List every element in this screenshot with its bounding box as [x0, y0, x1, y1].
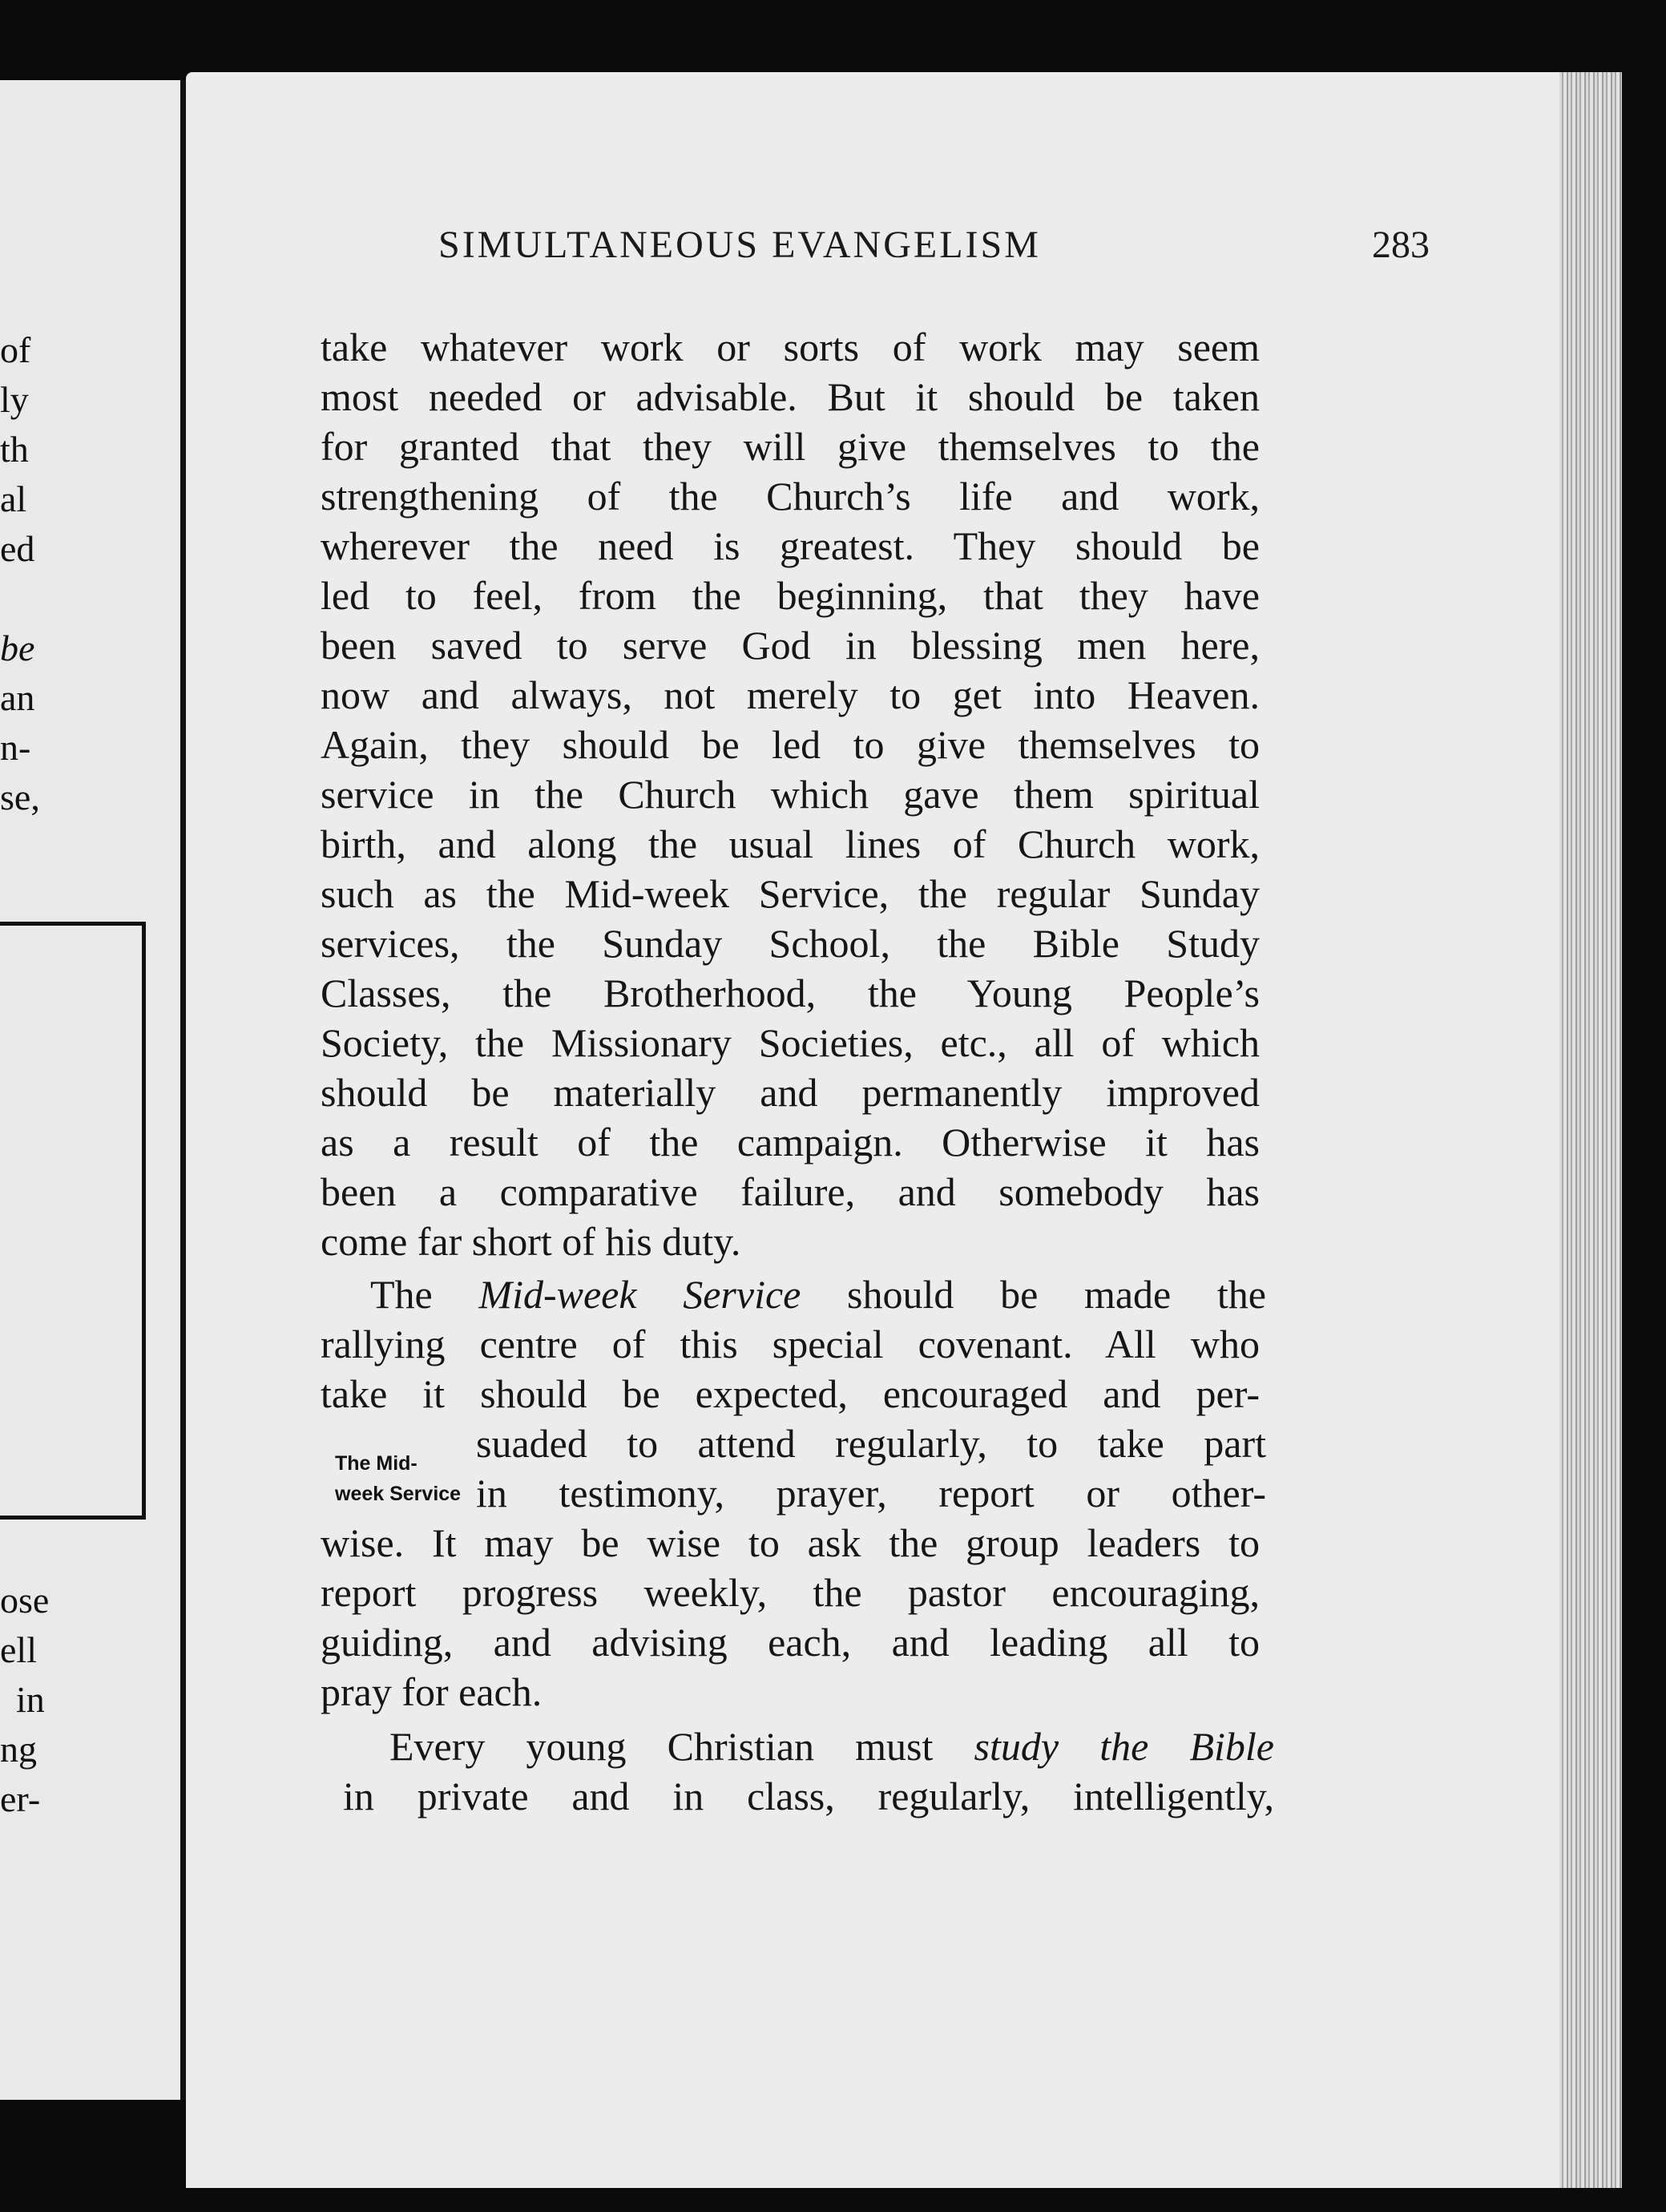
text-run: should be made the: [801, 1272, 1267, 1317]
text-line: Classes, the Brotherhood, the Young People’s: [321, 971, 1260, 1015]
margin-note: The Mid-: [335, 1452, 418, 1475]
left-page-text: an: [0, 677, 35, 718]
page-number: 283: [1372, 224, 1430, 266]
left-page-text: ed: [0, 528, 35, 569]
text-line: Society, the Missionary Societies, etc., all of which: [321, 1020, 1260, 1065]
text-line: in private and in class, regularly, intelligently,: [343, 1774, 1274, 1818]
text-line: been saved to serve God in blessing men here,: [321, 623, 1260, 668]
left-page-text: in: [16, 1679, 45, 1720]
italic-text: Mid-week Service: [478, 1272, 801, 1317]
text-line: services, the Sunday School, the Bible Study: [321, 921, 1260, 966]
page-edge: [1559, 72, 1622, 2188]
text-run: Every young Christian must: [389, 1724, 974, 1769]
text-line: most needed or advisable. But it should be taken: [321, 374, 1260, 419]
left-page-text: se,: [0, 777, 40, 817]
text-line: for granted that they will give themselves to the: [321, 424, 1260, 469]
left-page-text: ng: [0, 1729, 37, 1770]
left-page-text: be: [0, 628, 35, 668]
left-page-text: er-: [0, 1778, 41, 1819]
left-page-text: al: [0, 478, 27, 519]
text-line: suaded to attend regularly, to take part: [476, 1421, 1266, 1466]
left-page-text: ly: [0, 379, 29, 420]
italic-text: study the Bible: [974, 1724, 1274, 1769]
left-page: [0, 80, 192, 2100]
running-head: SIMULTANEOUS EVANGELISM: [438, 224, 1041, 266]
text-line: [389, 1722, 1274, 1771]
text-line: such as the Mid-week Service, the regular Sunday: [321, 871, 1260, 916]
text-line: as a result of the campaign. Otherwise it has: [321, 1120, 1260, 1165]
text-line: wise. It may be wise to ask the group leaders to: [321, 1520, 1260, 1565]
text-line: come far short of his duty.: [321, 1219, 741, 1264]
text-line: now and always, not merely to get into Heaven.: [321, 672, 1260, 717]
left-page-text: ell: [0, 1629, 37, 1670]
left-page-text: n-: [0, 727, 31, 768]
text-line: take whatever work or sorts of work may seem: [321, 325, 1260, 369]
text-line: Again, they should be led to give themselves to: [321, 722, 1260, 767]
text-line: strengthening of the Church’s life and work,: [321, 474, 1260, 519]
text-line: been a comparative failure, and somebody has: [321, 1169, 1260, 1214]
text-line: pray for each.: [321, 1669, 543, 1714]
text-line: in testimony, prayer, report or other-: [476, 1471, 1266, 1516]
left-page-text: th: [0, 429, 29, 470]
text-line: report progress weekly, the pastor encouraging,: [321, 1570, 1260, 1615]
text-line: led to feel, from the beginning, that they have: [321, 573, 1260, 618]
text-line: take it should be expected, encouraged and per-: [321, 1371, 1260, 1416]
margin-note: week Service: [335, 1483, 462, 1505]
text-line: wherever the need is greatest. They should be: [321, 523, 1260, 568]
text-line: guiding, and advising each, and leading all to: [321, 1620, 1260, 1665]
text-line: birth, and along the usual lines of Church work,: [321, 821, 1260, 866]
left-page-text: ose: [0, 1580, 50, 1621]
text-line: [370, 1269, 1266, 1319]
book-page: [186, 72, 1622, 2188]
text-line: rallying centre of this special covenant. All who: [321, 1322, 1260, 1366]
text-line: should be materially and permanently improved: [321, 1070, 1260, 1115]
left-page-text: of: [0, 329, 31, 370]
text-line: service in the Church which gave them spiritual: [321, 772, 1260, 817]
left-page-box: [0, 922, 146, 1520]
text-run: The: [370, 1272, 479, 1317]
